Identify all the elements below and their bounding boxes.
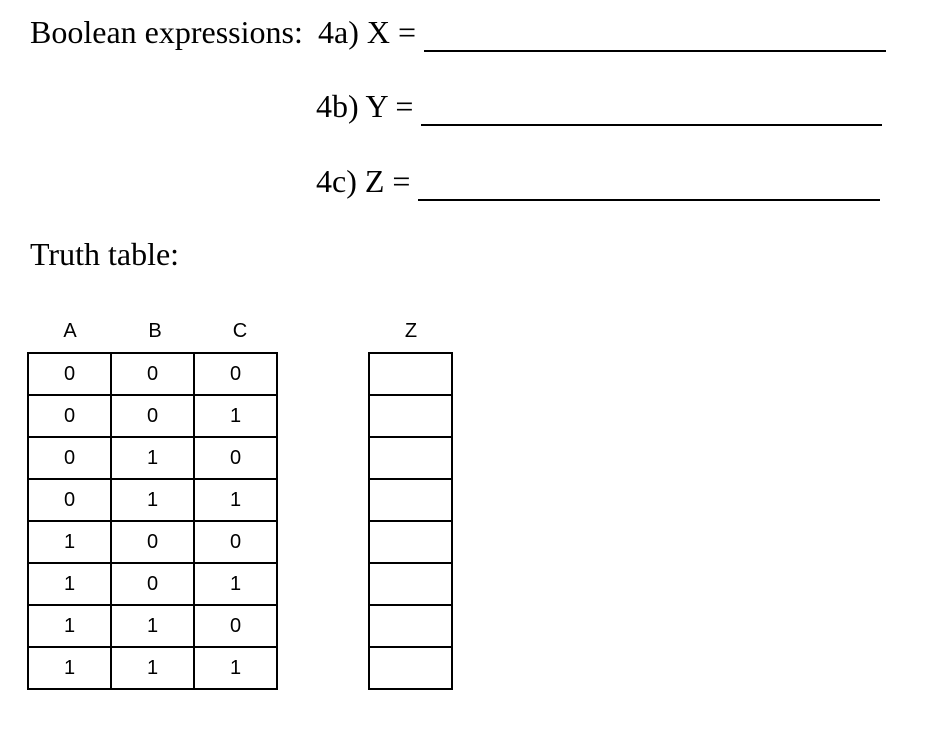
- table-row: [28, 563, 277, 605]
- table-row: [28, 395, 277, 437]
- z-answer-cell[interactable]: [369, 605, 452, 647]
- table-cell: 1: [111, 437, 194, 479]
- z-answer-cell[interactable]: [369, 395, 452, 437]
- table-cell: 0: [28, 353, 111, 395]
- expression-4b-answer-blank[interactable]: [421, 88, 882, 126]
- table-row: [28, 521, 277, 563]
- table-cell: 0: [111, 395, 194, 437]
- table-cell: 1: [28, 647, 111, 689]
- table-row: [369, 605, 452, 647]
- expression-4a-answer-blank[interactable]: [424, 14, 886, 52]
- table-cell: 1: [28, 605, 111, 647]
- column-header-z: Z: [404, 320, 418, 342]
- column-header-c: C: [232, 320, 248, 342]
- table-row: [369, 353, 452, 395]
- table-cell: 1: [28, 521, 111, 563]
- truth-table-inputs: [27, 352, 278, 690]
- table-row: [28, 437, 277, 479]
- table-cell: 0: [194, 353, 277, 395]
- table-row: [28, 353, 277, 395]
- z-answer-cell[interactable]: [369, 563, 452, 605]
- table-row: [28, 605, 277, 647]
- z-answer-cell[interactable]: [369, 479, 452, 521]
- z-answer-cell[interactable]: [369, 521, 452, 563]
- column-header-a: A: [63, 320, 77, 342]
- table-cell: 1: [28, 563, 111, 605]
- table-cell: 0: [194, 437, 277, 479]
- table-cell: 1: [194, 479, 277, 521]
- table-row: [28, 479, 277, 521]
- table-row: [369, 437, 452, 479]
- boolean-expressions-heading: Boolean expressions:: [30, 14, 303, 50]
- table-cell: 1: [194, 647, 277, 689]
- table-cell: 0: [111, 353, 194, 395]
- table-cell: 1: [111, 647, 194, 689]
- table-cell: 0: [28, 479, 111, 521]
- expression-4c-answer-blank[interactable]: [418, 163, 880, 201]
- truth-table-z-column: [368, 352, 453, 690]
- table-cell: 1: [194, 395, 277, 437]
- z-answer-cell[interactable]: [369, 647, 452, 689]
- table-row: [369, 647, 452, 689]
- table-row: [369, 563, 452, 605]
- table-row: [369, 395, 452, 437]
- table-cell: 1: [111, 605, 194, 647]
- table-row: [28, 647, 277, 689]
- expression-4b-line: [316, 88, 882, 126]
- table-cell: 0: [28, 437, 111, 479]
- table-cell: 0: [194, 605, 277, 647]
- z-answer-cell[interactable]: [369, 353, 452, 395]
- column-header-b: B: [148, 320, 162, 342]
- table-cell: 0: [111, 563, 194, 605]
- expression-4c-label: 4c) Z =: [316, 163, 411, 199]
- z-answer-cell[interactable]: [369, 437, 452, 479]
- expression-4a-label: 4a) X =: [318, 14, 417, 50]
- table-cell: 0: [111, 521, 194, 563]
- truth-table-heading: Truth table:: [30, 236, 180, 272]
- table-cell: 0: [28, 395, 111, 437]
- expression-4b-label: 4b) Y =: [316, 88, 414, 124]
- expression-4a-line: [318, 14, 886, 52]
- table-cell: 0: [194, 521, 277, 563]
- table-cell: 1: [111, 479, 194, 521]
- table-cell: 1: [194, 563, 277, 605]
- table-row: [369, 521, 452, 563]
- expression-4c-line: [316, 163, 880, 201]
- table-row: [369, 479, 452, 521]
